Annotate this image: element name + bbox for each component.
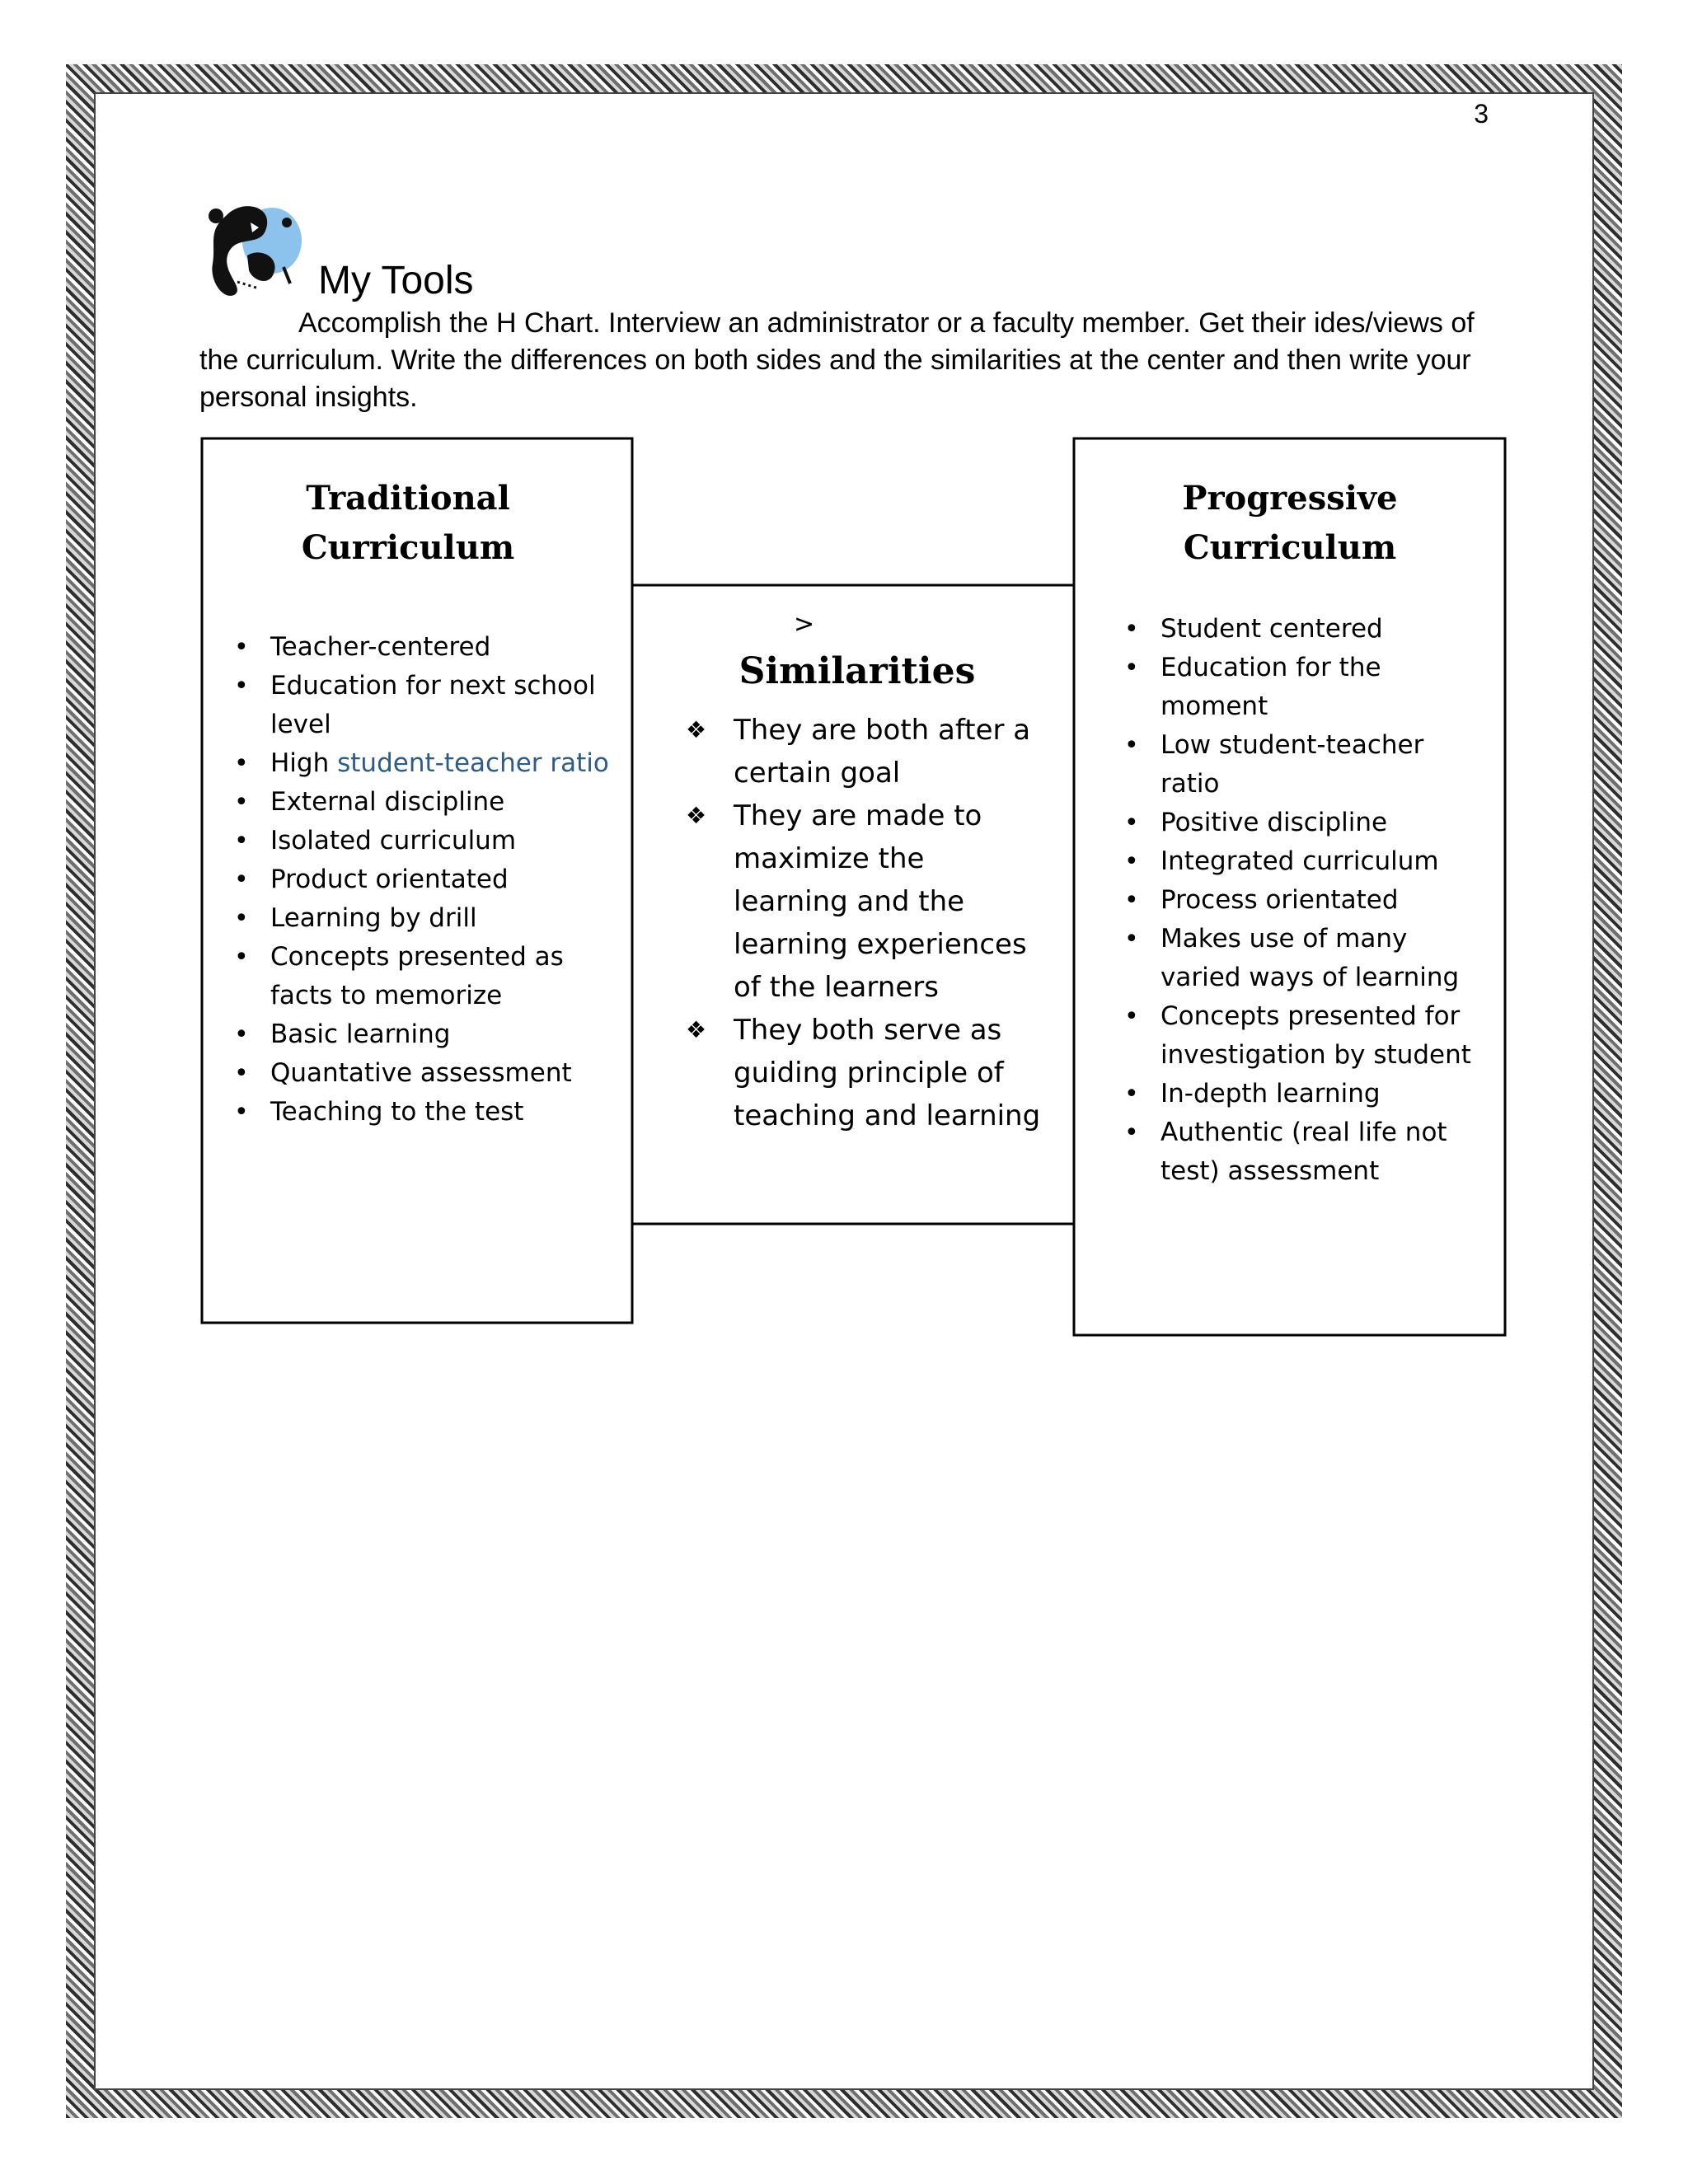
- list-item: • Makes use of many varied ways of learning: [1160, 920, 1490, 997]
- list-item: • Integrated curriculum: [1160, 842, 1490, 881]
- list-item-high-ratio: [270, 744, 617, 783]
- progressive-heading: [1096, 474, 1484, 573]
- progressive-heading-line2: Curriculum: [1183, 528, 1397, 567]
- similarities-heading: Similarities: [738, 650, 976, 692]
- section-title: My Tools: [318, 259, 474, 302]
- list-item: • Low student-teacher ratio: [1160, 726, 1490, 804]
- progressive-heading-line1: Progressive: [1182, 479, 1398, 518]
- list-item: • Authentic (real life not test) assessment: [1160, 1113, 1490, 1191]
- traditional-heading-line2: Curriculum: [301, 528, 515, 567]
- list-item: • Positive discipline: [1160, 804, 1490, 842]
- list-item: • Education for next school level: [270, 667, 617, 744]
- traditional-list: [270, 628, 617, 1132]
- list-item: ❖ They are both after a certain goal: [734, 709, 1047, 794]
- traditional-heading: [218, 474, 598, 573]
- list-item: • In-depth learning: [1160, 1075, 1490, 1113]
- list-item: ❖ They are made to maximize the learning and the learning experiences of the learners: [734, 794, 1047, 1009]
- juggling-figure-icon: [201, 198, 308, 300]
- traditional-heading-line1: Traditional: [306, 479, 510, 518]
- list-item: • Education for the moment: [1160, 649, 1490, 726]
- list-item: ❖ They both serve as guiding principle of teaching and learning: [734, 1009, 1047, 1137]
- similarities-marker: >: [794, 610, 815, 639]
- high-prefix: High: [270, 748, 330, 778]
- list-item: • External discipline: [270, 783, 617, 822]
- instructions-paragraph: Accomplish the H Chart. Interview an administrator or a faculty member. Get their ides/views of the curriculum. Write the differences on both sides and the similarities at the center and then write your personal insights.: [199, 307, 1475, 413]
- list-item: • Product orientated: [270, 860, 617, 899]
- list-item: • Quantative assessment: [270, 1054, 617, 1093]
- list-item: • Learning by drill: [270, 899, 617, 938]
- list-item: • Student centered: [1160, 610, 1490, 649]
- student-teacher-ratio-link[interactable]: student-teacher ratio: [337, 748, 609, 778]
- similarities-list: [734, 709, 1047, 1137]
- list-item: • Concepts presented for investigation by student: [1160, 997, 1490, 1075]
- list-item: • Basic learning: [270, 1015, 617, 1054]
- list-item: • Concepts presented as facts to memorize: [270, 938, 617, 1015]
- list-item: • Process orientated: [1160, 881, 1490, 920]
- list-item: • Teaching to the test: [270, 1093, 617, 1132]
- list-item: • Isolated curriculum: [270, 822, 617, 860]
- list-item: • Teacher-centered: [270, 628, 617, 667]
- progressive-list: [1160, 610, 1490, 1191]
- page-number: 3: [1474, 99, 1489, 129]
